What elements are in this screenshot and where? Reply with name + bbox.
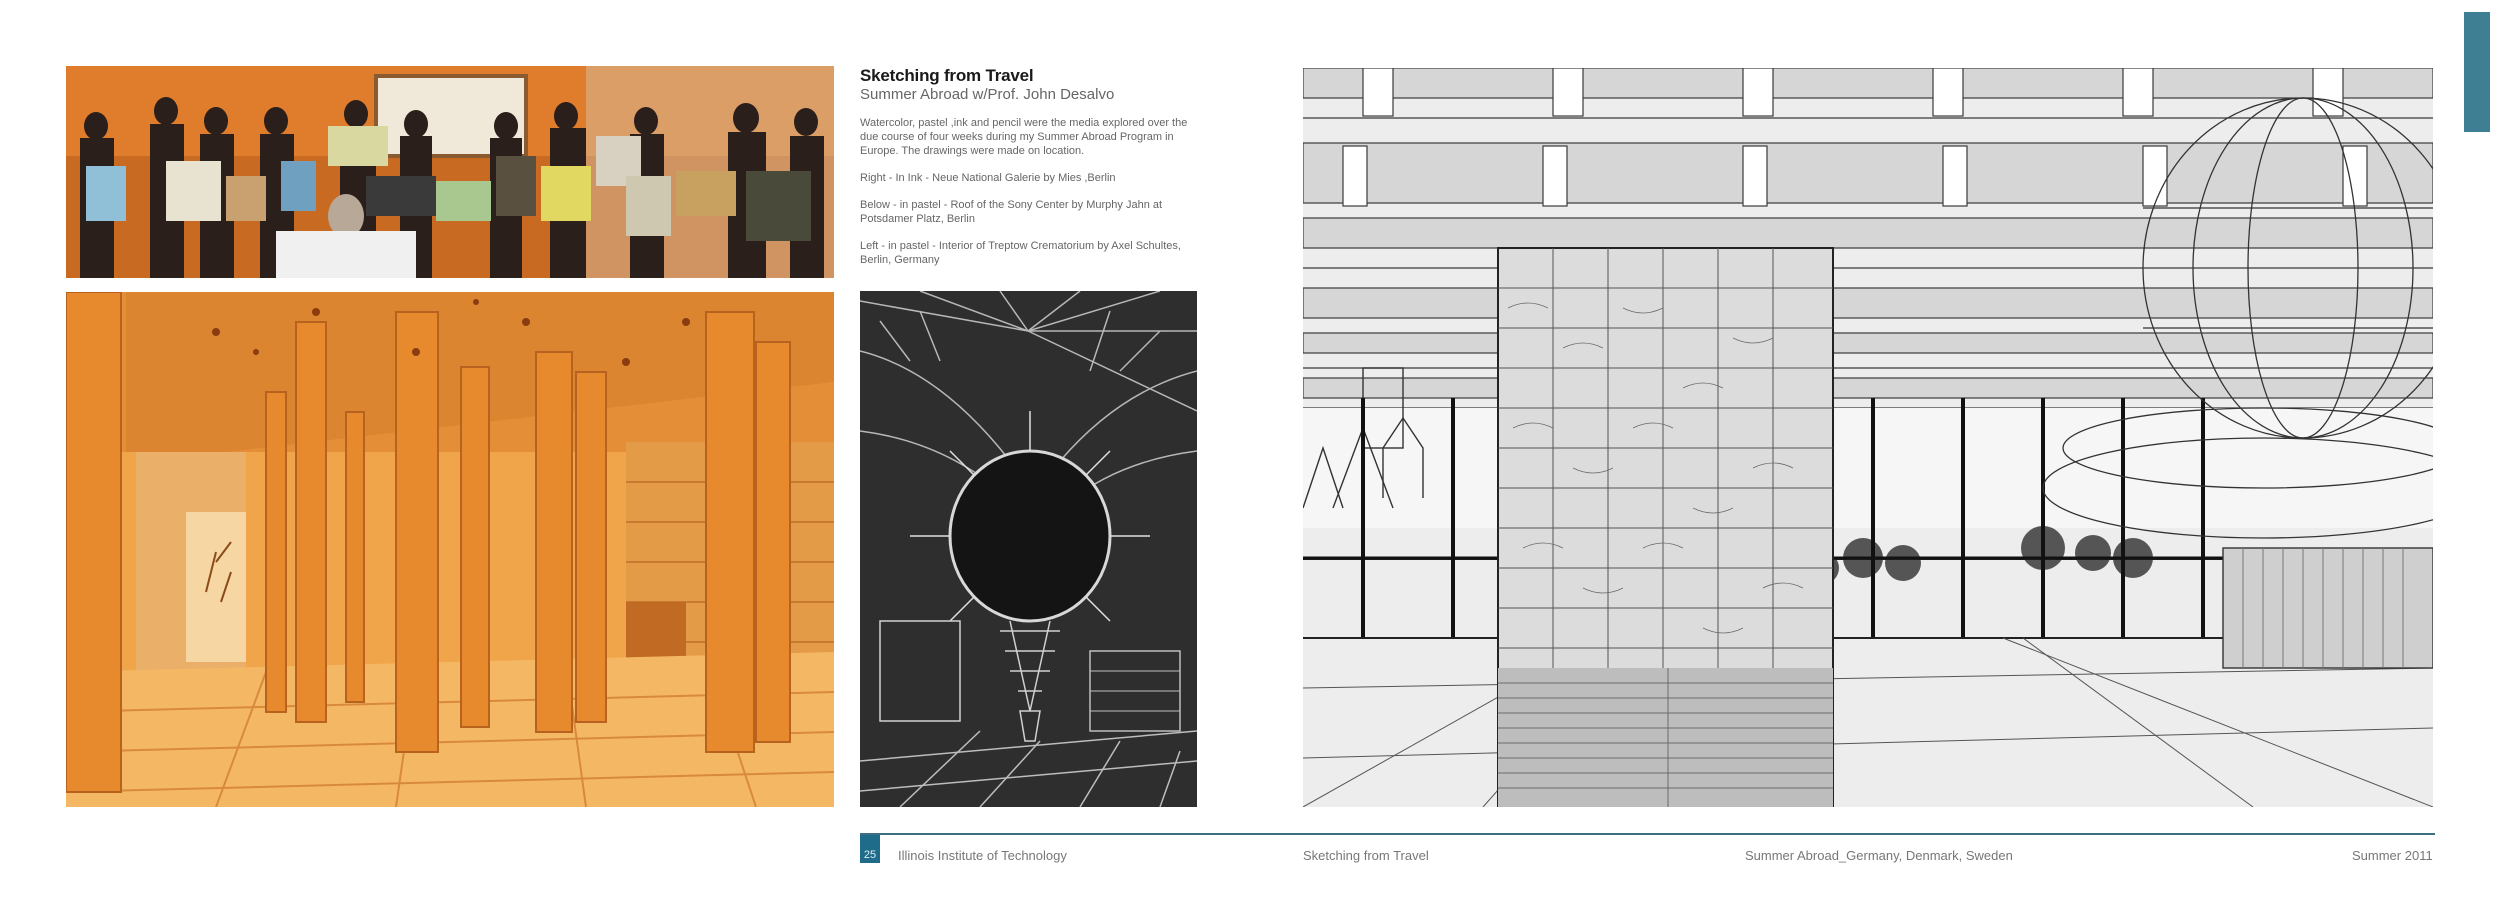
intro-paragraph: Watercolor, pastel ,ink and pencil were the media explored over the due course of four weeks during my Summer Abroad Program in Europe. The drawings were made on location. <box>860 117 1188 157</box>
article-title: Sketching from Travel <box>860 66 1034 85</box>
corner-tab <box>2464 12 2490 132</box>
group-photo <box>66 66 834 278</box>
footer-section: Sketching from Travel <box>1303 848 1429 863</box>
caption-below: Below - in pastel - Roof of the Sony Center by Murphy Jahn at Potsdamer Platz, Berlin <box>860 199 1163 225</box>
caption-right: Right - In Ink - Neue National Galerie by Mies ,Berlin <box>860 172 1116 184</box>
caption-left: Left - in pastel - Interior of Treptow Crematorium by Axel Schultes, Berlin, Germany <box>860 240 1181 266</box>
footer-program: Summer Abroad_Germany, Denmark, Sweden <box>1745 848 2013 863</box>
article-body <box>860 116 1200 280</box>
footer-institution: Illinois Institute of Technology <box>898 848 1067 863</box>
page-number: 25 <box>860 835 880 863</box>
sony-center-pastel-drawing <box>860 291 1197 807</box>
footer-term: Summer 2011 <box>2352 848 2433 863</box>
article-subtitle: Summer Abroad w/Prof. John Desalvo <box>860 86 1115 103</box>
crematorium-pastel-drawing <box>66 292 834 807</box>
neue-national-galerie-ink-drawing <box>1303 68 2433 807</box>
footer-rule <box>860 833 2435 835</box>
